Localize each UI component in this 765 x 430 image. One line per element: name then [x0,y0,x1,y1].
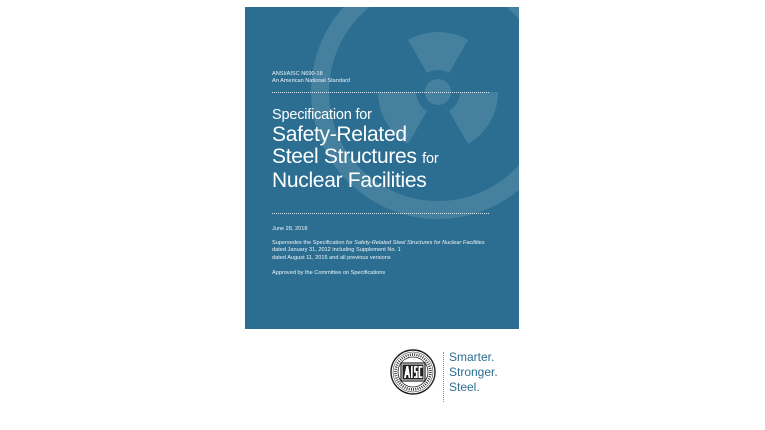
logo-divider [443,352,445,402]
date-block [272,226,499,233]
tagline-steel: Steel. [449,380,480,394]
supersedes-italic: for Safety-Related Steel Structures for Nuclear Facilities [346,240,485,246]
top-dotted-divider [272,92,489,93]
title-line-3-main: Steel Structures [272,145,417,168]
supersedes-block [272,240,499,262]
publication-date: June 28, 2018 [272,226,308,232]
supersedes-prefix: Supersedes the Specification [272,240,345,246]
aisc-logo [390,349,550,407]
title-line-1: Specification for [272,107,372,123]
logo-tagline [449,350,498,395]
cover-title [272,107,499,192]
approval-note: Approved by the Committee on Specifications [272,270,386,276]
standard-type: An American National Standard [272,78,351,85]
title-line-4: Nuclear Facilities [272,169,427,192]
approval-block [272,270,499,277]
supersedes-line-2: dated January 31, 2012 including Supplement No. 1 [272,247,401,254]
title-line-2: Safety-Related [272,123,407,146]
title-line-3-suffix: for [422,151,439,167]
title-line-3 [272,146,499,170]
supersedes-line-1 [272,240,499,247]
tagline-stronger: Stronger. [449,365,498,379]
aisc-seal-icon [390,349,436,395]
book-cover [245,7,519,329]
bottom-dotted-divider [272,213,489,214]
tagline-smarter: Smarter. [449,350,495,364]
designation: ANSI/AISC N690-18 [272,71,323,77]
supersedes-line-3: dated August 11, 2015 and all previous versions [272,254,391,261]
designation-block [272,71,499,86]
